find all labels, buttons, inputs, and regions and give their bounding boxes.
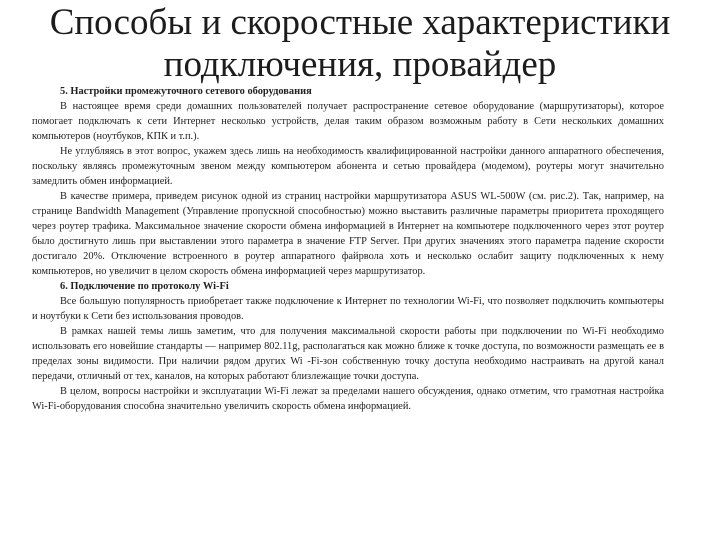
section-6-heading: 6. Подключение по протоколу Wi-Fi	[60, 281, 229, 292]
section-5-paragraph-3: В качестве примера, приведем рисунок одной из страниц настройки маршрутизатора ASUS WL-500W (см. рис.2). Так, например, на странице Bandwidth Management (Управление пропускной способностью) можно выставить различные параметры приоритета проходящего через роутер трафика. Максимальное значение скорости обмена информацией в Интернет на компьютере подключенного через этот роутер было достигнуто лишь при выставлении этого параметра в значение FTP Server. При других значениях этого параметра падение скорости достигало 20%. Отключение встроенного в роутер аппаратного файрвола хоть и несколько ослабит защиту подключенных к нему компьютеров, но увеличит в целом скорость обмена информацией через маршрутизатор.	[32, 191, 664, 277]
section-5-heading: 5. Настройки промежуточного сетевого оборудования	[60, 86, 312, 97]
section-6-paragraph-1: Все большую популярность приобретает также подключение к Интернет по технологии Wi-Fi, что позволяет подключить компьютеры и ноутбуки к Сети без использования проводов.	[32, 296, 664, 322]
section-6-paragraph-2: В рамках нашей темы лишь заметим, что для получения максимальной скорости работы при подключении по Wi-Fi необходимо использовать его новейшие стандарты — например 802.11g, располагаться как можно ближе к точке доступа, по возможности размещать ее в пределах зоны видимости. При наличии рядом других Wi -Fi-зон собственную точку доступа необходимо настраивать на другой канал передачи, отличный от тех, каналов, на которых работают близлежащие точки доступа.	[32, 326, 664, 382]
section-6-paragraph-3: В целом, вопросы настройки и эксплуатации Wi-Fi лежат за пределами нашего обсуждения, однако отметим, что грамотная настройка Wi-Fi-оборудования способна значительно увеличить скорость обмена информацией.	[32, 386, 664, 412]
slide-title	[0, 2, 720, 86]
section-5-paragraph-2: Не углубляясь в этот вопрос, укажем здесь лишь на необходимость квалифицированной настройки данного аппаратного обеспечения, поскольку являясь промежуточным звеном между компьютером абонента и сетью провайдера (модемом), роутеры могут значительно замедлить обмен информацией.	[32, 146, 664, 187]
slide-body	[32, 84, 664, 414]
slide-title-line-1: Способы и скоростные характеристики	[49, 2, 671, 43]
slide-title-line-2: подключения, провайдер	[163, 44, 557, 85]
section-5-paragraph-1: В настоящее время среди домашних пользователей получает распространение сетевое оборудование (маршрутизаторы), которое помогает подключать к сети Интернет несколько устройств, делая таким образом возможным работу в Сети нескольких домашних компьютеров (ноутбуков, КПК и т.п.).	[32, 101, 664, 142]
